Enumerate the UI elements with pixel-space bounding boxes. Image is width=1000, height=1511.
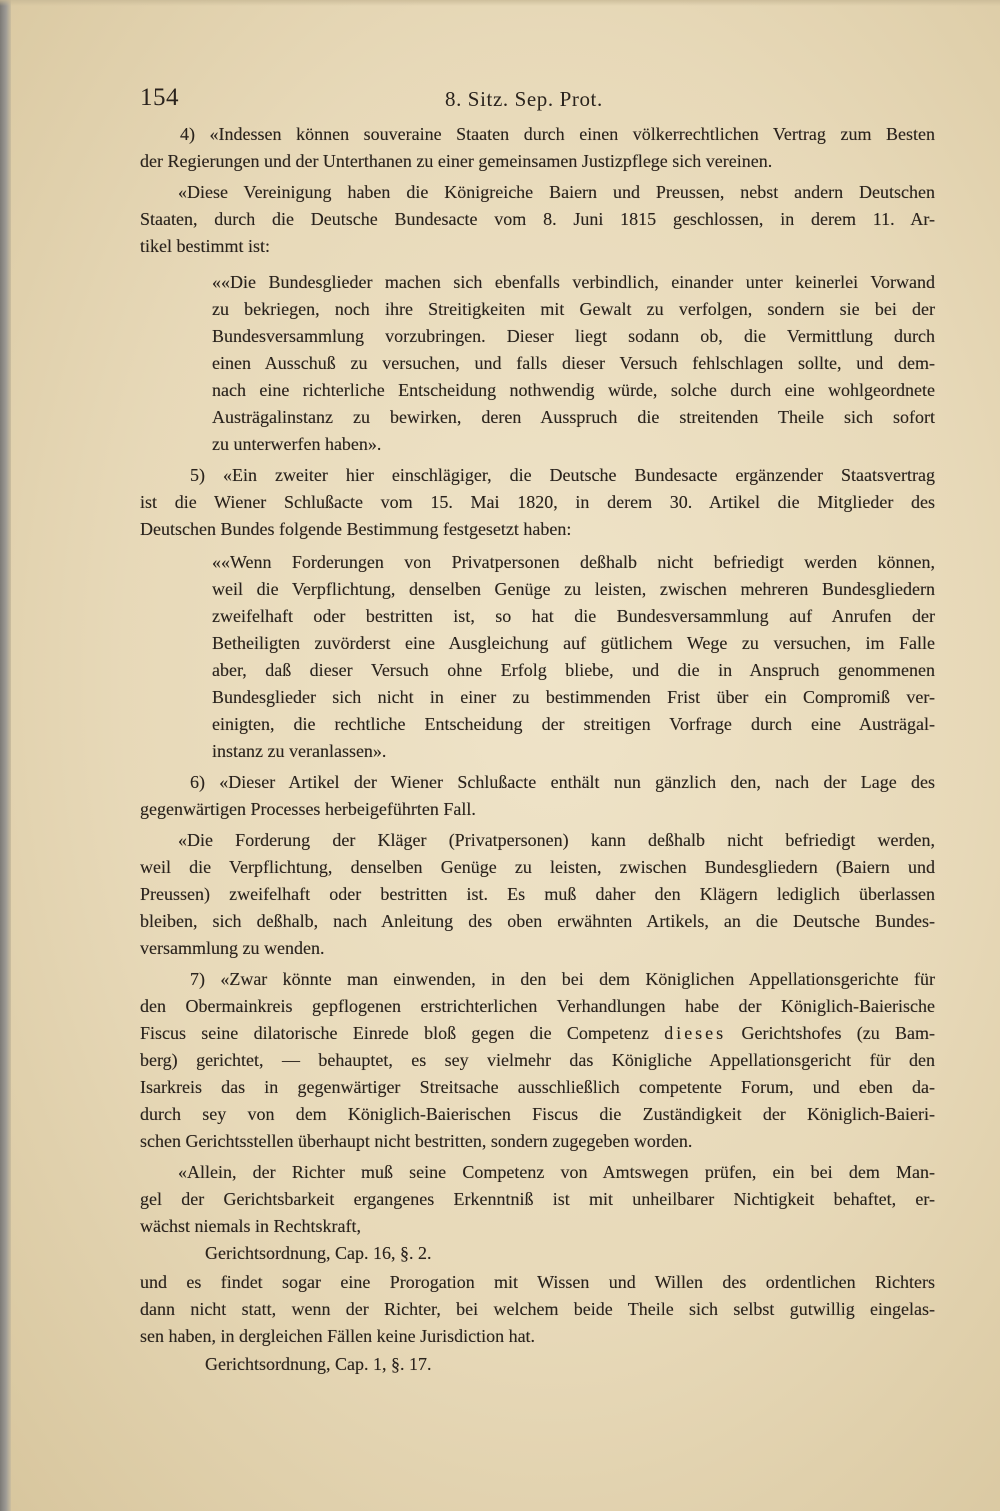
text-line: und es findet sogar eine Prorogation mit Wissen und Willen des ordentlichen Richters (140, 1272, 935, 1292)
text-line: zweifelhaft oder bestritten ist, so hat die Bundesversammlung auf Anrufen der (212, 606, 935, 626)
quote-schlussacte (212, 549, 935, 765)
text-line: bleiben, sich deßhalb, nach Anleitung des oben erwähnten Artikels, an die Deutsche Bundes- (140, 911, 935, 931)
text-line: berg) gerichtet, — behauptet, es sey vielmehr das Königliche Appellationsgericht für den (140, 1050, 935, 1070)
text-line: «Die Forderung der Kläger (Privatpersonen) kann deßhalb nicht befriedigt werden, (178, 830, 935, 850)
page-header (140, 84, 935, 116)
text-line: Deutschen Bundes folgende Bestimmung festgesetzt haben: (140, 519, 572, 539)
text-line: ist die Wiener Schlußacte vom 15. Mai 1820, in derem 30. Artikel die Mitglieder des (140, 492, 935, 512)
text-line: Betheiligten zuvörderst eine Ausgleichung auf gütlichem Wege zu versuchen, im Falle (212, 633, 935, 653)
text-line: gel der Gerichtsbarkeit ergangenes Erkenntniß ist mit unheilbarer Nichtigkeit behaftet, er- (140, 1189, 935, 1209)
text-line: Austrägalinstanz zu bewirken, deren Ausspruch die streitenden Theile sich sofort (212, 407, 935, 427)
text-segment: Fiscus seine dilatorische Einrede bloß gegen die Competenz (140, 1023, 649, 1043)
paragraph-6-continued (140, 827, 935, 962)
text-line: versammlung zu wenden. (140, 938, 325, 958)
text-line: Gerichtsordnung, Cap. 1, §. 17. (205, 1354, 432, 1374)
paragraph-4 (140, 121, 935, 175)
text-line: «Allein, der Richter muß seine Competenz von Amtswegen prüfen, ein bei dem Man- (178, 1162, 935, 1182)
text-segment: Gerichtshofes (zu Bam- (741, 1023, 935, 1043)
text-line: weil die Verpflichtung, denselben Genüge zu leisten, zwischen Bundesgliedern (Baiern und (140, 857, 935, 877)
citation (205, 1351, 935, 1378)
text-line: einigten, die rechtliche Entscheidung der streitigen Vorfrage durch eine Austrägal- (212, 714, 935, 734)
paragraph-7 (140, 966, 935, 1155)
text-line: Isarkreis das in gegenwärtiger Streitsache ausschließlich competente Forum, und eben da- (140, 1077, 935, 1097)
text-line: durch sey von dem Königlich-Baierischen Fiscus die Zuständigkeit der Königlich-Baieri- (140, 1104, 935, 1124)
text-line: instanz zu veranlassen». (212, 741, 387, 761)
paragraph-7-continued-2 (140, 1269, 935, 1350)
text-line: ««Die Bundesglieder machen sich ebenfalls verbindlich, einander unter keinerlei Vorwand (212, 272, 935, 292)
paragraph-5 (140, 462, 935, 543)
text-line: tikel bestimmt ist: (140, 236, 270, 256)
body-text (140, 121, 935, 1378)
text-line: schen Gerichtsstellen überhaupt nicht bestritten, sondern zugegeben worden. (140, 1131, 693, 1151)
scan-edge (0, 0, 11, 1511)
text-line: Preussen) zweifelhaft oder bestritten ist. Es muß daher den Klägern lediglich überlassen (140, 884, 935, 904)
text-line (140, 1020, 935, 1047)
text-line: der Regierungen und der Unterthanen zu einer gemeinsamen Justizpflege sich vereinen. (140, 151, 773, 171)
text-line: einen Ausschuß zu versuchen, und falls dieser Versuch fehlschlagen sollte, und dem- (212, 353, 935, 373)
text-line: Bundesversammlung vorzubringen. Dieser liegt sodann ob, die Vermittlung durch (212, 326, 935, 346)
text-line: zu bekriegen, noch ihre Streitigkeiten mit Gewalt zu verfolgen, sondern sie bei der (212, 299, 935, 319)
paragraph-7-continued (140, 1159, 935, 1240)
text-line: «Diese Vereinigung haben die Königreiche Baiern und Preussen, nebst andern Deutschen (178, 182, 935, 202)
text-line: dann nicht statt, wenn der Richter, bei welchem beide Theile sich selbst gutwillig eingelas- (140, 1299, 935, 1319)
text-line: Staaten, durch die Deutsche Bundesacte vom 8. Juni 1815 geschlossen, in derem 11. Ar- (140, 209, 935, 229)
text-line: den Obermainkreis gepflogenen erstrichterlichen Verhandlungen habe der Königlich-Baierische (140, 996, 935, 1016)
text-line: nach eine richterliche Entscheidung nothwendig würde, solche durch eine wohlgeordnete (212, 380, 935, 400)
text-line: sen haben, in dergleichen Fällen keine Jurisdiction hat. (140, 1326, 536, 1346)
text-line: aber, daß dieser Versuch ohne Erfolg bliebe, und die in Anspruch genommenen (212, 660, 935, 680)
text-line: Gerichtsordnung, Cap. 16, §. 2. (205, 1243, 432, 1263)
paper-edge (0, 0, 1000, 6)
text-line: 6) «Dieser Artikel der Wiener Schlußacte enthält nun gänzlich den, nach der Lage des (190, 772, 935, 792)
text-line: 4) «Indessen können souveraine Staaten durch einen völkerrechtlichen Vertrag zum Besten (180, 124, 935, 144)
paragraph-6 (140, 769, 935, 823)
text-line: weil die Verpflichtung, denselben Genüge zu leisten, zwischen mehreren Bundesgliedern (212, 579, 935, 599)
letterspaced-word: dieses (664, 1023, 727, 1043)
citation (205, 1240, 935, 1267)
text-line: Bundesglieder sich nicht in einer zu bestimmenden Frist über ein Compromiß ver- (212, 687, 935, 707)
page-number: 154 (140, 84, 179, 111)
text-line: ««Wenn Forderungen von Privatpersonen deßhalb nicht befriedigt werden können, (212, 552, 935, 572)
text-line: gegenwärtigen Processes herbeigeführten Fall. (140, 799, 476, 819)
text-line: zu unterwerfen haben». (212, 434, 382, 454)
paragraph-4-continued (140, 179, 935, 260)
running-title: 8. Sitz. Sep. Prot. (445, 87, 603, 111)
quote-bundesacte (212, 269, 935, 458)
text-line: 5) «Ein zweiter hier einschlägiger, die Deutsche Bundesacte ergänzender Staatsvertrag (190, 465, 935, 485)
text-line: 7) «Zwar könnte man einwenden, in den bei dem Königlichen Appellationsgerichte für (190, 969, 935, 989)
text-line: wächst niemals in Rechtskraft, (140, 1216, 361, 1236)
